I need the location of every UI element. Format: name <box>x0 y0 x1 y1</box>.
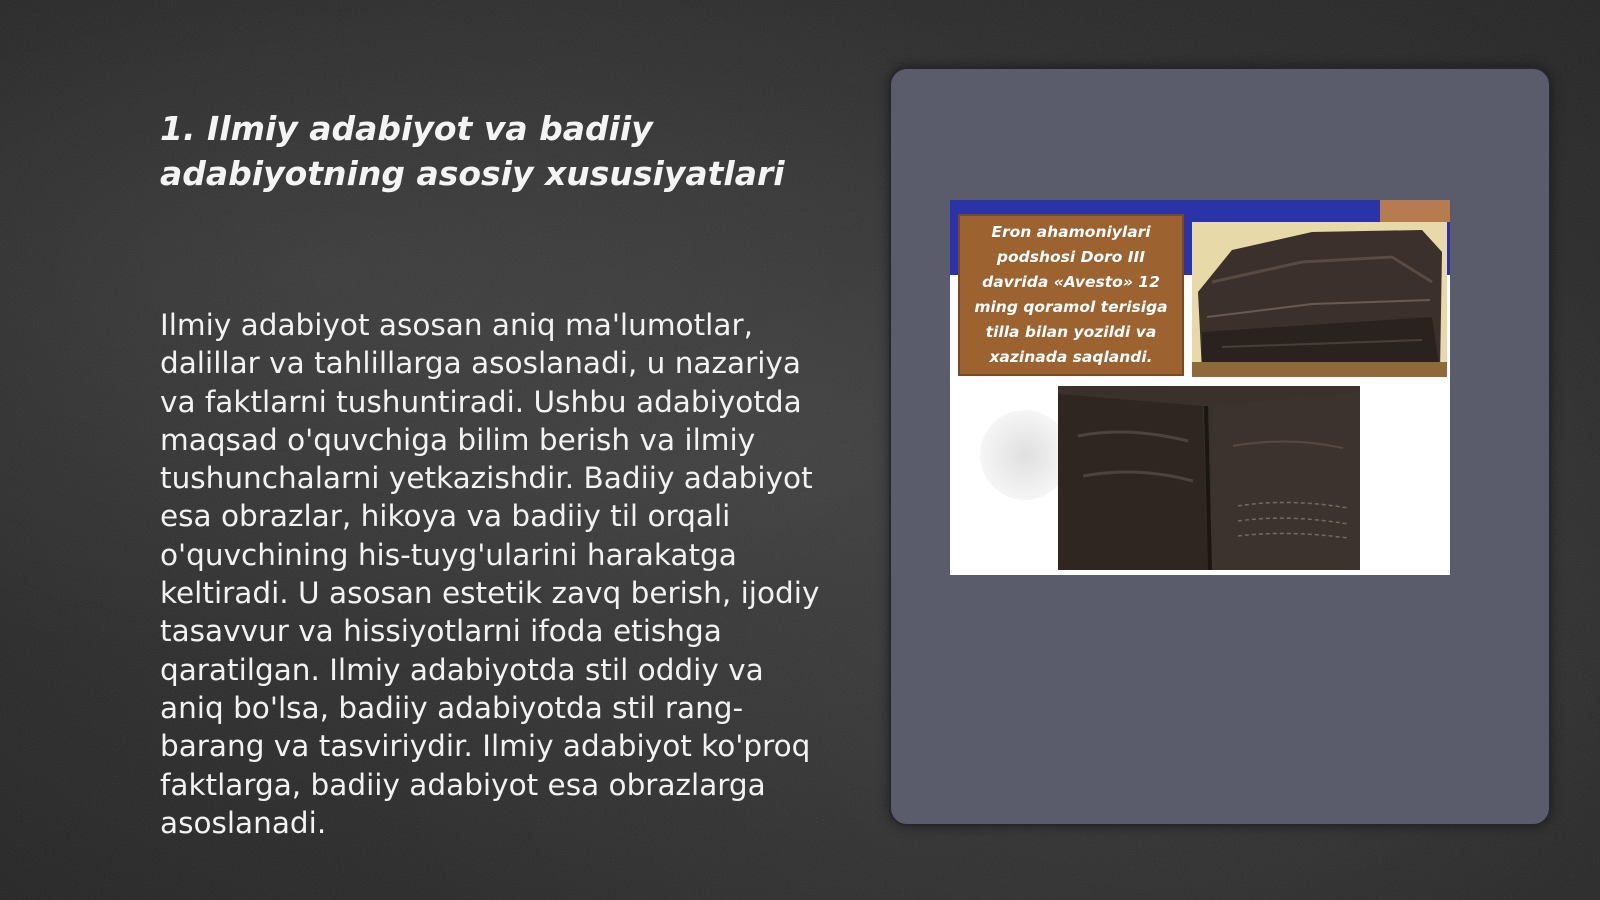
photo-shadow <box>980 410 1070 500</box>
closed-book-illustration <box>1192 222 1447 377</box>
avesto-photo <box>950 200 1450 575</box>
open-book-illustration <box>1058 386 1360 570</box>
photo-header-accent <box>1380 200 1450 222</box>
photo-caption-box <box>958 214 1184 376</box>
photo-caption: Eron ahamoniylari podshosi Doro III davrida «Avesto» 12 ming qoramol terisiga tilla bilan yozildi va xazinada saqlandi. <box>974 223 1168 366</box>
slide-title: 1. Ilmiy adabiyot va badiiy adabiyotning asosiy xususiyatlari <box>160 109 785 193</box>
slide-body-text: Ilmiy adabiyot asosan aniq ma'lumotlar, dalillar va tahlillarga asoslanadi, u nazariya va faktlarni tushuntiradi. Ushbu adabiyotda maqsad o'quvchiga bilim berish va ilmiy tushunchalarni yetkazishdir. Badiiy adabiyot esa obrazlar, hikoya va badiiy til orqali o'quvchining his-tuyg'ularini harakatga keltiradi. U asosan estetik zavq berish, ijodiy tasavvur va hissiyotlarni ifoda etishga qaratilgan. Ilmiy adabiyotda stil oddiy va aniq bo'lsa, badiiy adabiyotda stil rang-barang va tasviriydir. Ilmiy adabiyot ko'proq faktlarga, badiiy adabiyot esa obrazlarga asoslanadi. <box>160 308 820 840</box>
